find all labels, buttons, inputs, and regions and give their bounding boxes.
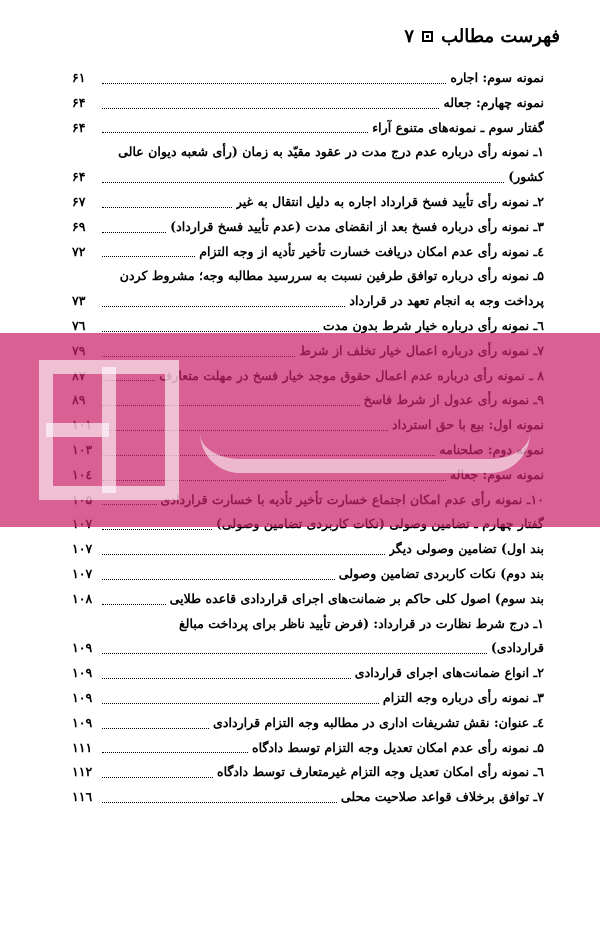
dot-leader (102, 728, 209, 729)
toc-entry-text: ٦ـ نمونه رأی درباره خیار شرط بدون مدت (322, 317, 544, 333)
toc-entry[interactable] (72, 215, 544, 240)
toc-page-number: ۷۲ (72, 243, 86, 259)
toc-entry[interactable] (72, 636, 544, 661)
header-page-number: ۷ (404, 26, 415, 47)
toc-entry[interactable] (72, 165, 544, 190)
toc-entry[interactable] (72, 736, 544, 761)
toc-page-number: ۱۱٦ (72, 789, 93, 805)
toc-entry-text: ۷ـ توافق برخلاف قواعد صلاحیت محلی (340, 789, 544, 805)
page-header (40, 26, 560, 47)
toc-entry-text: گفتار سوم ـ نمونه‌های متنوع آراء (372, 119, 544, 135)
toc-entry-continuation: پرداخت وجه به انجام تعهد در قرارداد (349, 293, 544, 309)
toc-entry-text: ٦ـ نمونه رأی امکان تعدیل وجه التزام غیرمتعارف توسط دادگاه (216, 764, 544, 780)
toc-page-number: ۶۹ (72, 218, 86, 234)
toc-entry-text: ۲ـ نمونه رأی تأیید فسخ قرارداد اجاره به دلیل انتقال به غیر (235, 193, 544, 209)
toc-entry[interactable] (72, 537, 544, 562)
publisher-logo-icon (34, 355, 184, 505)
toc-entry[interactable] (72, 289, 544, 314)
toc-entry[interactable] (72, 686, 544, 711)
publisher-watermark (0, 333, 600, 527)
square-bullet-icon (422, 31, 433, 42)
toc-entry[interactable] (72, 587, 544, 612)
toc-entry-text: ۳ـ نمونه رأی درباره فسخ بعد از انقضای مدت (عدم تأیید فسخ قرارداد) (170, 218, 544, 234)
toc-page-number: ۱۰۸ (72, 590, 93, 606)
dot-leader (102, 579, 335, 580)
dot-leader (102, 83, 446, 84)
toc-entry[interactable] (72, 116, 544, 141)
toc-entry-text: ٤ـ عنوان: نقش تشریفات اداری در مطالبه وجه التزام قراردادی (213, 714, 544, 730)
toc-page-number: ۶۱ (72, 70, 86, 85)
dot-leader (102, 529, 212, 530)
toc-page-number: ۶۴ (72, 119, 86, 135)
dot-leader (102, 678, 351, 679)
watermark-script-icon (200, 403, 530, 473)
toc-entry-text: ٤ـ نمونه رأی عدم امکان دریافت خسارت تأخیر تأدیه از وجه التزام (199, 243, 544, 259)
dot-leader (102, 604, 166, 605)
dot-leader (102, 554, 385, 555)
toc-entry[interactable] (72, 91, 544, 116)
toc-page-number: ۶۴ (72, 169, 86, 185)
dot-leader (102, 108, 439, 109)
toc-entry[interactable] (72, 785, 544, 810)
toc-page-number: ۱۰۹ (72, 689, 93, 705)
toc-entry-continuation: کشور) (508, 169, 544, 185)
dot-leader (102, 207, 232, 208)
dot-leader (102, 777, 213, 778)
toc-entry-text: ۵ـ نمونه رأی عدم امکان تعدیل وجه التزام توسط دادگاه (251, 739, 544, 755)
header-title: فهرست مطالب (441, 26, 560, 47)
toc-entry-text: ۳ـ نمونه رأی درباره وجه التزام (382, 689, 544, 705)
toc-entry-text: بند دوم) نکات کاربردی تضامین وصولی (338, 565, 544, 581)
toc-entry[interactable] (72, 240, 544, 265)
toc-entry-text: بند اول) تضامین وصولی دیگر (388, 541, 544, 557)
toc-page-number: ۷٦ (72, 317, 86, 333)
toc-page-number: ۱۱۲ (72, 764, 93, 780)
toc-entry-text: بند سوم) اصول کلی حاکم بر ضمانت‌های اجرای قراردادی قاعده طلایی (169, 590, 544, 606)
toc-entry-text: نمونه سوم: اجاره (450, 70, 544, 85)
toc-page-number: ۱۰۹ (72, 665, 93, 681)
toc-entry-text: ۱ـ نمونه رأی درباره عدم درج مدت در عقود مقیّد به زمان (رأی شعبه دیوان عالی (118, 144, 544, 160)
dot-leader (102, 653, 487, 654)
dot-leader (102, 306, 345, 307)
toc-page-number: ۱۰۹ (72, 640, 93, 656)
toc-page-number: ۷۳ (72, 293, 86, 309)
toc-entry[interactable] (72, 562, 544, 587)
toc-entry[interactable] (72, 66, 544, 91)
toc-page-number: ۶۷ (72, 193, 86, 209)
toc-page-number: ۱۱۱ (72, 739, 93, 755)
toc-page-number: ۶۴ (72, 94, 86, 110)
toc-entry-text: ۱ـ درج شرط نظارت در قرارداد: (فرض تأیید ناظر برای پرداخت مبالغ (178, 615, 544, 631)
toc-entry[interactable] (72, 711, 544, 736)
dot-leader (102, 256, 195, 257)
toc-page-number: ۱۰۷ (72, 541, 93, 557)
toc-entry-continuation: قراردادی) (490, 640, 544, 656)
dot-leader (102, 331, 319, 332)
toc-page-number: ۱۰۹ (72, 714, 93, 730)
dot-leader (102, 802, 337, 803)
toc-entry[interactable] (72, 190, 544, 215)
toc-entry[interactable] (72, 661, 544, 686)
toc-entry-text: ۲ـ انواع ضمانت‌های اجرای قراردادی (354, 665, 544, 681)
dot-leader (102, 182, 504, 183)
toc-page-number: ۱۰۷ (72, 565, 93, 581)
dot-leader (102, 703, 379, 704)
dot-leader (102, 232, 166, 233)
toc-entry-text: نمونه چهارم: جعاله (443, 94, 544, 110)
toc-entry-text: ۵ـ نمونه رأی درباره توافق طرفین نسبت به سررسید مطالبه وجه؛ مشروط کردن (119, 268, 544, 284)
dot-leader (102, 752, 248, 753)
toc-entry[interactable] (72, 760, 544, 785)
dot-leader (102, 132, 368, 133)
